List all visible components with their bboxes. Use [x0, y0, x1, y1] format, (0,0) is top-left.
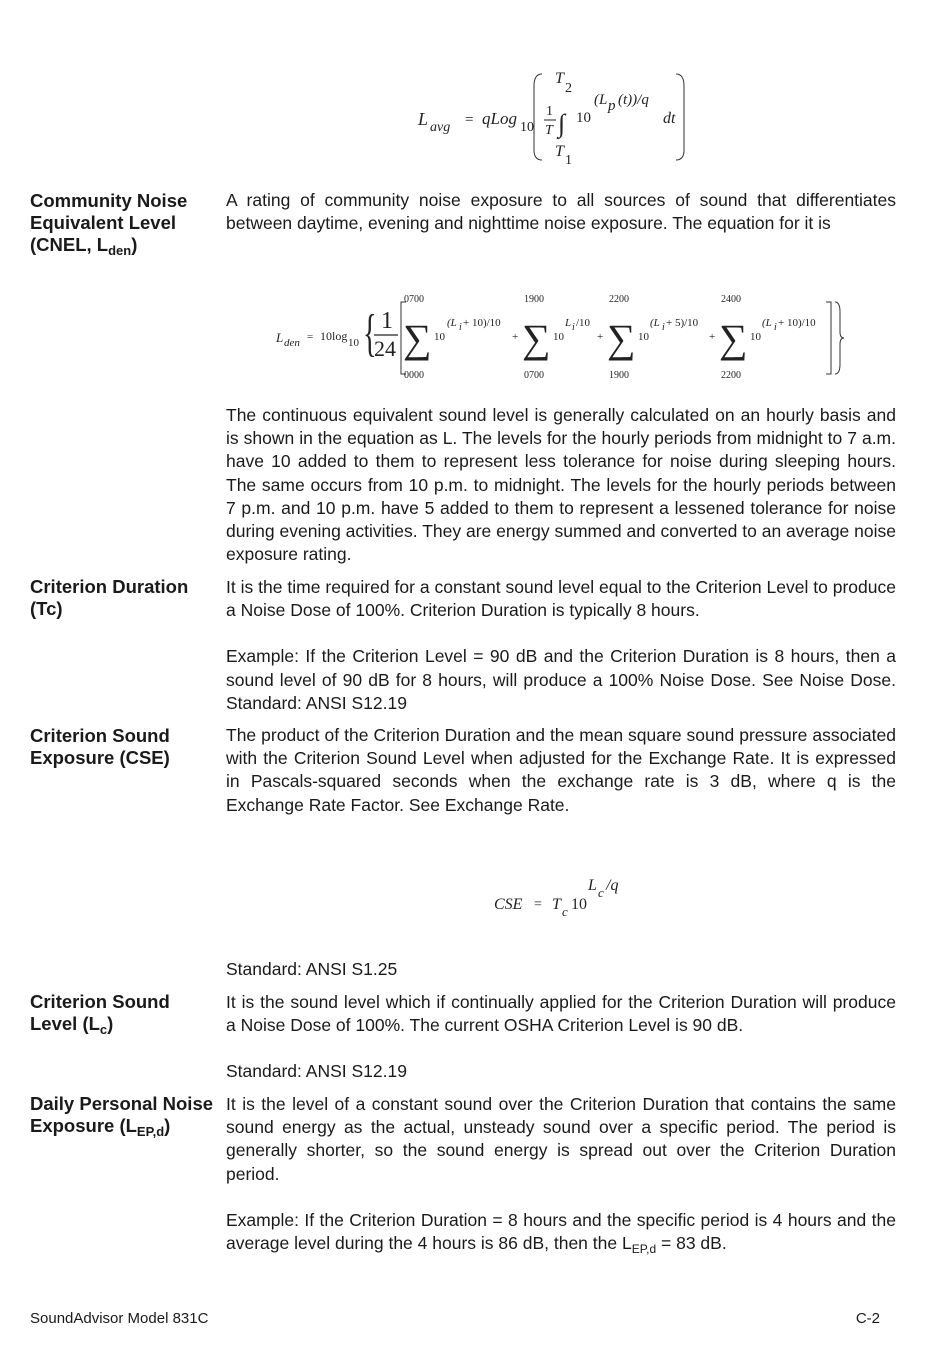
svg-text:(L: (L: [762, 317, 772, 329]
svg-text:p: p: [608, 98, 616, 114]
svg-text:(L: (L: [650, 317, 660, 329]
svg-text:10: 10: [434, 331, 445, 343]
svg-text:qLog: qLog: [482, 109, 517, 128]
criterion-duration-example: Example: If the Criterion Level = 90 dB and the Criterion Duration is 8 hours, then a sound level of 90 dB for 8 hours, will produce a 100% Noise Dose. See Noise Dose. Standard: ANSI S12.19: [226, 646, 896, 713]
criterion-level-standard: Standard: ANSI S12.19: [226, 1061, 407, 1082]
sum-term-3: [607, 294, 699, 381]
cse-standard: Standard: ANSI S1.25: [226, 959, 398, 979]
svg-text:(L: (L: [594, 92, 608, 108]
cnel-after-equation: The continuous equivalent sound level is generally calculated on an hourly basis and is shown in the equation as L. The levels for the hourly periods from midnight to 7 a.m. have 10 added to them to represent less tolerance for noise during sleeping hours. The same occurs from 10 p.m. to midnight. The levels for the hourly periods between 7 p.m. and 10 p.m. have 5 added to them to represent a lessened tolerance for noise during evening activities. They are energy summed and converted to an average noise exposure rating.: [226, 405, 896, 565]
svg-text:0700: 0700: [524, 370, 544, 381]
svg-text:+: +: [597, 331, 604, 343]
lepd-definition: It is the level of a constant sound over the Criterion Duration that contains the same sound energy as the actual, unsteady sound over a specific period. The period is generally shorter, so the sound energy is spread out over the Criterion Duration period.: [226, 1094, 896, 1184]
svg-text:10: 10: [520, 120, 534, 135]
svg-text:+ 5)/10: + 5)/10: [666, 317, 699, 329]
svg-text:avg: avg: [430, 120, 451, 135]
svg-text:∑: ∑: [719, 316, 748, 361]
svg-text:den: den: [284, 337, 300, 349]
svg-text:dt: dt: [663, 110, 676, 127]
svg-text:L: L: [276, 330, 284, 345]
svg-text:c: c: [598, 885, 604, 900]
svg-text:=: =: [534, 897, 542, 912]
definition-cnel: [226, 189, 896, 235]
svg-text:1900: 1900: [524, 294, 544, 305]
svg-text:(t))/q: (t))/q: [618, 92, 649, 108]
term-cnel: Community Noise Equivalent Level (CNEL, $L_{den}$): [30, 190, 188, 258]
sum-term-2: [522, 294, 591, 381]
svg-text:CSE: CSE: [494, 896, 523, 913]
svg-text:10: 10: [571, 896, 587, 913]
svg-text:2200: 2200: [609, 294, 629, 305]
svg-text:c: c: [562, 904, 568, 919]
svg-text:L: L: [565, 317, 572, 329]
svg-text:1: 1: [565, 153, 572, 168]
definition-lepd: [226, 1093, 896, 1255]
svg-text:+ 10)/10: + 10)/10: [778, 317, 816, 329]
definition-criterion-level: [226, 991, 896, 1084]
svg-text:∑: ∑: [522, 316, 551, 361]
svg-text:=: =: [307, 331, 314, 343]
eq-lhs: L: [418, 109, 429, 129]
svg-text:T: T: [545, 123, 553, 138]
definition-cse: [226, 724, 896, 817]
cse-equation: [490, 872, 640, 922]
svg-text:0700: 0700: [404, 294, 424, 305]
svg-text:(L: (L: [447, 317, 457, 329]
footer-product-name: SoundAdvisor Model 831C: [30, 1310, 209, 1327]
svg-text:i: i: [459, 322, 462, 333]
cnel-explanation: [226, 404, 896, 566]
svg-text:10: 10: [348, 337, 359, 349]
lden-equation: [270, 288, 850, 382]
term-criterion-level: Criterion Sound Level $(L_c)$: [30, 991, 170, 1037]
criterion-level-definition: It is the sound level which if continually applied for the Criterion Duration will produce a Noise Dose of 100%. The current OSHA Criterion Level is 90 dB.: [226, 992, 896, 1036]
sum-term-1: [403, 294, 501, 381]
svg-text:T: T: [555, 70, 564, 87]
svg-text:/q: /q: [606, 877, 619, 894]
svg-text:+: +: [512, 331, 519, 343]
svg-text:2400: 2400: [721, 294, 741, 305]
cse-definition: The product of the Criterion Duration and the mean square sound pressure associated with the Criterion Sound Level when adjusted for the Exchange Rate. It is expressed in Pascals-squared seconds when the exchange rate is 3 dB, where q is the Exchange Rate Factor. See Exchange Rate.: [226, 725, 896, 815]
lavg-equation: [410, 66, 700, 170]
svg-text:L: L: [588, 877, 597, 894]
svg-text:1: 1: [381, 308, 393, 334]
term-lepd: Daily Personal Noise Exposure $(L_{EP,d})$: [30, 1093, 214, 1139]
svg-text:∫: ∫: [558, 109, 566, 138]
svg-text:24: 24: [374, 336, 396, 361]
svg-text:{: {: [363, 305, 377, 363]
sum-term-4: [719, 294, 816, 381]
svg-text:10log: 10log: [320, 329, 348, 343]
term-criterion-duration: Criterion Duration (Tc): [30, 576, 189, 619]
svg-text:10: 10: [638, 331, 649, 343]
svg-text:∑: ∑: [403, 316, 432, 361]
svg-text:10: 10: [750, 331, 761, 343]
svg-text:T: T: [555, 143, 564, 160]
svg-text:=: =: [465, 112, 474, 128]
svg-text:i: i: [572, 322, 575, 333]
svg-text:1: 1: [546, 104, 553, 119]
svg-text:+ 10)/10: + 10)/10: [463, 317, 501, 329]
svg-text:2: 2: [565, 81, 572, 96]
svg-text:/10: /10: [576, 317, 591, 329]
svg-text:1900: 1900: [609, 370, 629, 381]
cnel-definition: A rating of community noise exposure to all sources of sound that differentiates between daytime, evening and nighttime noise exposure. The equation for it is: [226, 190, 896, 234]
criterion-duration-definition: It is the time required for a constant sound level equal to the Criterion Level to produce a Noise Dose of 100%. Criterion Duration is typically 8 hours.: [226, 577, 896, 621]
svg-text:T: T: [552, 896, 561, 913]
svg-text:10: 10: [553, 331, 564, 343]
svg-text:0000: 0000: [404, 370, 424, 381]
svg-text:2200: 2200: [721, 370, 741, 381]
svg-text:i: i: [774, 322, 777, 333]
lepd-example: Example: If the Criterion Duration = 8 hours and the specific period is 4 hours and the average level during the 4 hours is 86 dB, then the $L_{EP,d} = 83$ dB.: [226, 1209, 896, 1257]
svg-text:∑: ∑: [607, 316, 636, 361]
svg-text:10: 10: [576, 110, 591, 126]
footer-page-number: C-2: [855, 1310, 880, 1327]
definition-criterion-duration: [226, 576, 896, 715]
term-cse: Criterion Sound Exposure (CSE): [30, 725, 170, 768]
cse-standard-block: [226, 958, 896, 981]
svg-text:i: i: [662, 322, 665, 333]
svg-text:+: +: [709, 331, 716, 343]
